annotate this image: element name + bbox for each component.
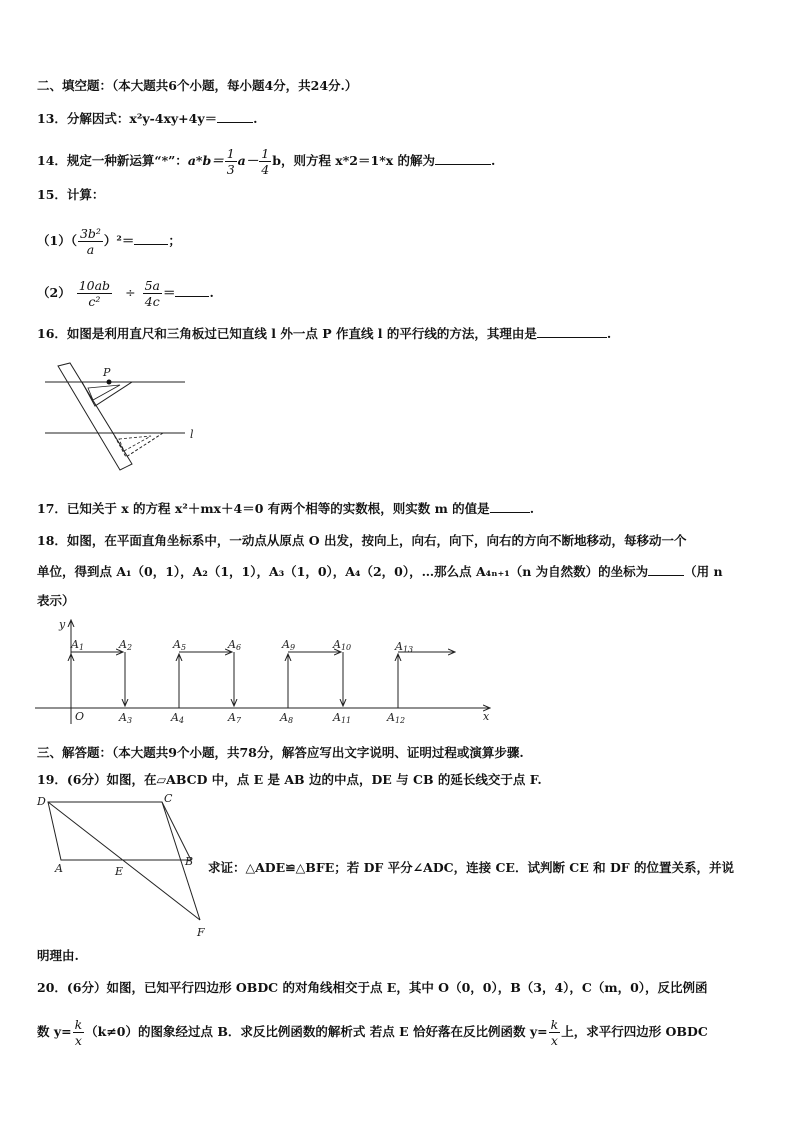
q18-label-a8: A8 <box>280 711 294 725</box>
q16-triangle-moved-inner <box>119 436 151 451</box>
q14-expr-lhs: a*b＝ <box>187 153 224 168</box>
q14-f1-den: 3 <box>226 162 235 177</box>
q15-p1-num: 3b² <box>79 226 101 241</box>
q20-frac2-den: x <box>550 1033 558 1048</box>
q18-axis-y-label: y <box>59 618 66 631</box>
q16-label-l: l <box>190 428 194 441</box>
q19-label-e: E <box>115 865 124 878</box>
question-17 <box>37 500 534 517</box>
q20-fraction-k-over-x-2 <box>549 1017 561 1048</box>
q20-line-2-post: 上，求平行四边形 OBDC <box>561 1024 708 1039</box>
q20-frac1-num: k <box>74 1017 83 1032</box>
q18-label-a12: A12 <box>387 711 406 725</box>
question-18-line-3: 表示） <box>37 593 75 608</box>
q16-ruler <box>58 363 132 470</box>
q20-line-2-pre: 数 y= <box>37 1024 72 1039</box>
q16-answer-blank[interactable] <box>537 325 607 338</box>
q16-end: . <box>606 326 612 341</box>
q15-p2-num2: 5a <box>144 278 160 293</box>
q14-end: . <box>491 153 496 168</box>
q16-figure <box>40 360 210 480</box>
question-19-line-2: 求证：△ADE≌△BFE；若 DF 平分∠ADC，连接 CE．试判断 CE 和 DF 的位置关系，并说 <box>208 860 735 875</box>
q18-label-a1: A1 <box>71 638 85 652</box>
q20-frac1-den: x <box>74 1033 82 1048</box>
q18-answer-blank[interactable] <box>648 563 684 576</box>
q16-point-p <box>107 380 112 385</box>
q15-p2-fraction-1 <box>77 278 112 309</box>
question-20-line-1: 20．(6分）如图，已知平行四边形 OBDC 的对角线相交于点 E，其中 O（0，0），B（3，4），C（m，0），反比例函 <box>37 980 708 995</box>
q18-label-a9: A9 <box>282 638 296 652</box>
q18-line-2-end: （用 n <box>684 564 723 579</box>
section-2-header: 二、填空题：（本大题共6个小题，每小题4分，共24分.） <box>37 78 358 93</box>
q18-label-a3: A3 <box>119 711 133 725</box>
question-15-part-1 <box>37 226 181 257</box>
q18-label-a6: A6 <box>228 638 242 652</box>
question-13 <box>37 110 257 127</box>
question-15-title: 15．计算： <box>37 187 105 202</box>
q15-p1-fraction <box>78 226 103 257</box>
q18-bottom-labels <box>118 711 405 725</box>
q15-p2-eq: ＝ <box>162 285 176 300</box>
question-20-line-2 <box>37 1017 708 1048</box>
q15-p2-fraction-2 <box>143 278 162 309</box>
q19-figure <box>35 790 215 940</box>
q18-label-a13: A13 <box>395 640 414 654</box>
question-18-line-2 <box>37 563 723 580</box>
q15-p2-den1: c² <box>88 294 101 309</box>
q15-p1-pre: （1）（ <box>37 233 77 248</box>
q18-figure <box>35 616 505 728</box>
q15-p2-num1: 10ab <box>78 278 111 293</box>
q15-p2-end: . <box>209 285 214 300</box>
question-19-line-1: 19．(6分）如图，在▱ABCD 中，点 E 是 AB 边的中点，DE 与 CB 的延长线交于点 F. <box>37 772 542 787</box>
q18-label-a10: A10 <box>333 638 352 652</box>
q15-p2-pre: （2） <box>37 285 71 300</box>
q16-label-p: P <box>103 366 111 379</box>
q14-fraction-2 <box>259 146 271 177</box>
q13-answer-blank[interactable] <box>217 110 253 123</box>
q14-answer-blank[interactable] <box>435 152 491 165</box>
q15-p2-answer-blank[interactable] <box>175 284 209 297</box>
q19-label-b: B <box>185 855 194 868</box>
q14-fraction-1 <box>225 146 237 177</box>
q14-tail: b，则方程 x*2＝1*x 的解为 <box>272 153 436 168</box>
question-19-line-3: 明理由. <box>37 948 79 963</box>
q20-frac2-num: k <box>550 1017 559 1032</box>
q18-line-2-text: 单位，得到点 A₁（0，1），A₂（1，1），A₃（1，0），A₄（2，0），…那么点 A₄ₙ₊₁（n 为自然数）的坐标为 <box>37 564 649 579</box>
q15-p1-den: a <box>86 242 95 257</box>
q19-line-df <box>48 802 200 920</box>
q14-mid: a－ <box>237 153 259 168</box>
q17-end: . <box>529 501 535 516</box>
q13-end: . <box>253 111 258 126</box>
q17-text: 17．已知关于 x 的方程 x²＋mx＋4＝0 有两个相等的实数根，则实数 m 的值是 <box>37 501 490 516</box>
q18-label-a5: A5 <box>173 638 187 652</box>
question-16 <box>37 325 611 342</box>
q18-axis-x-label: x <box>483 710 490 723</box>
q18-origin-label: O <box>75 710 85 723</box>
section-3-header: 三、解答题：（本大题共9个小题，共78分，解答应写出文字说明、证明过程或演算步骤. <box>37 745 524 760</box>
q19-line-cf <box>162 802 200 920</box>
q19-label-c: C <box>164 792 173 805</box>
question-14 <box>37 146 495 177</box>
q19-parallelogram <box>48 802 191 860</box>
q18-label-a7: A7 <box>228 711 242 725</box>
q15-p1-post: ）²＝ <box>103 233 135 248</box>
q20-fraction-k-over-x <box>73 1017 85 1048</box>
q16-text: 16．如图是利用直尺和三角板过已知直线 l 外一点 P 作直线 l 的平行线的方法，其理由是 <box>37 326 537 341</box>
q18-label-a11: A11 <box>333 711 352 725</box>
question-18-line-1: 18．如图，在平面直角坐标系中，一动点从原点 O 出发，按向上，向右，向下，向右的方向不断地移动，每移动一个 <box>37 533 687 548</box>
q18-label-a4: A4 <box>171 711 185 725</box>
q14-f1-num: 1 <box>226 146 235 161</box>
q15-p1-answer-blank[interactable] <box>134 232 168 245</box>
q13-text: 13．分解因式：x²y-4xy+4y＝ <box>37 111 218 126</box>
q14-f2-den: 4 <box>261 162 270 177</box>
q19-label-a: A <box>55 862 63 875</box>
q20-line-2-mid: （k≠0）的图象经过点 B．求反比例函数的解析式 若点 E 恰好落在反比例函数 y= <box>85 1024 548 1039</box>
q15-p2-divide-sign: ÷ <box>125 285 136 300</box>
q19-label-f: F <box>197 926 205 939</box>
q18-label-a2: A2 <box>119 638 133 652</box>
q14-f2-num: 1 <box>261 146 270 161</box>
q17-answer-blank[interactable] <box>490 500 530 513</box>
q15-p2-den2: 4c <box>144 294 160 309</box>
q19-label-d: D <box>37 795 46 808</box>
q15-p1-end: ； <box>168 233 181 248</box>
question-15-part-2 <box>37 278 214 309</box>
q14-pre: 14．规定一种新运算“*”： <box>37 153 188 168</box>
